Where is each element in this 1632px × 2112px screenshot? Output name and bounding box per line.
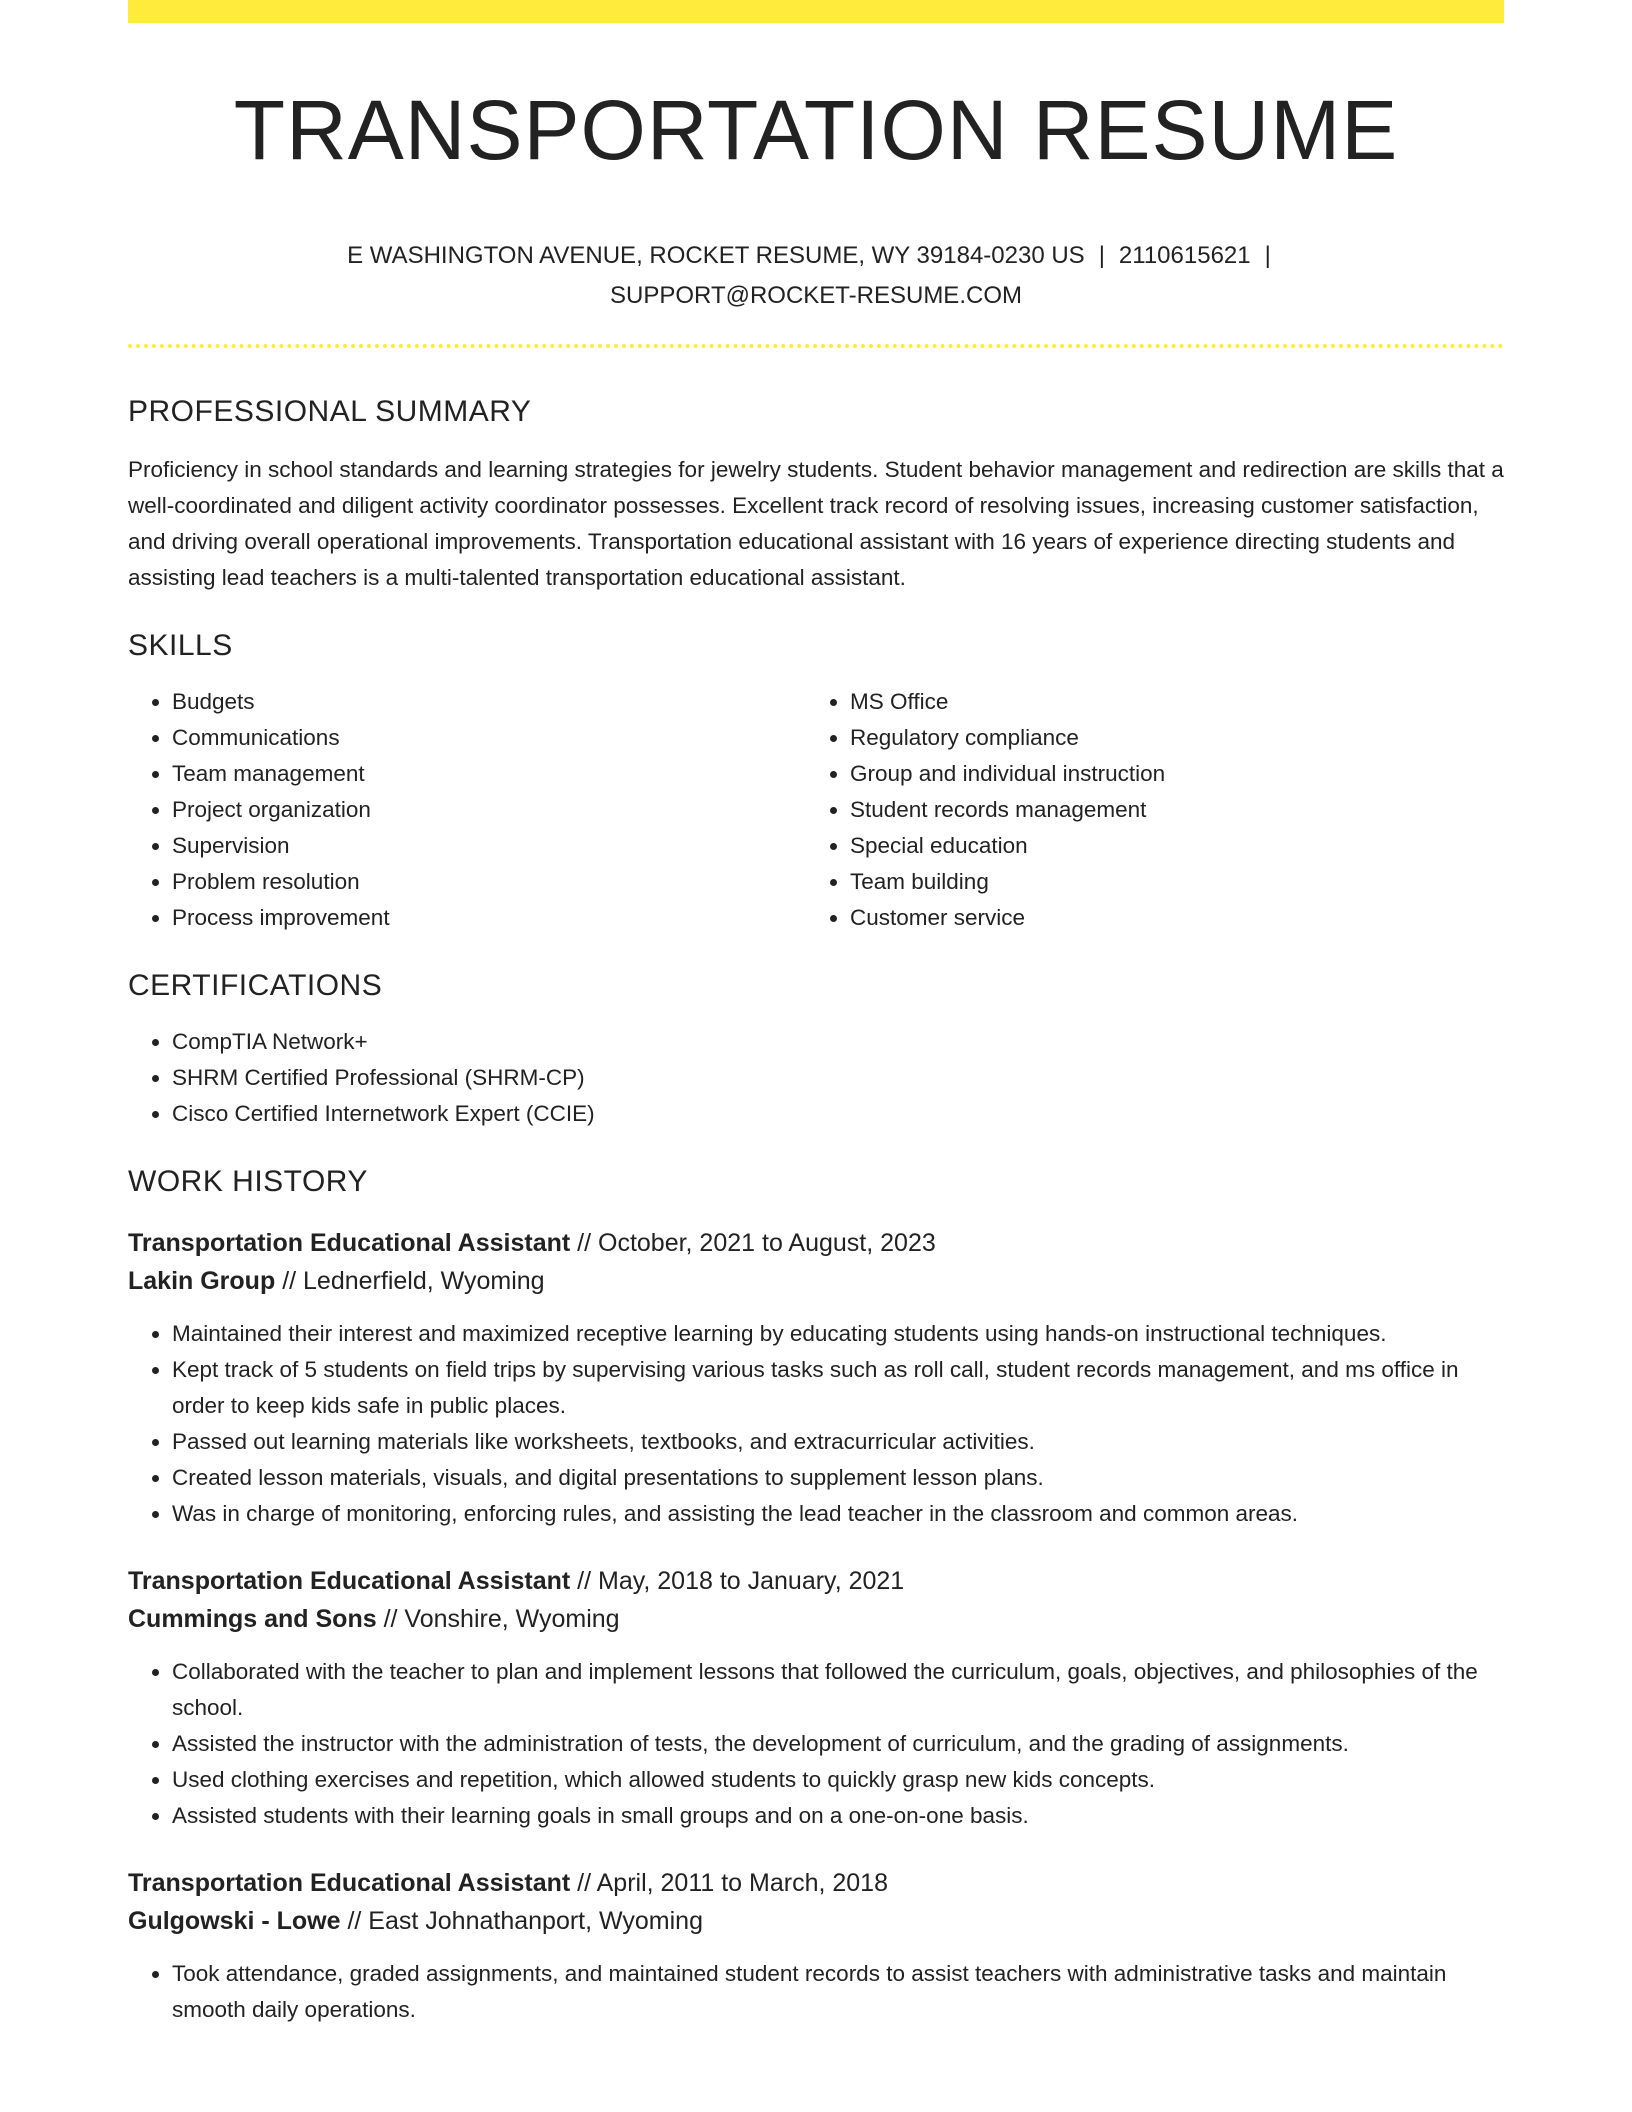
job-entry (128, 1224, 1504, 1532)
job-bullet: • Maintained their interest and maximized receptive learning by educating students using hands-on instructional techniques. (172, 1316, 1504, 1352)
summary-section (128, 392, 1504, 596)
contact-separator: | (1098, 242, 1105, 269)
job-bullet: • Kept track of 5 students on field trips by supervising various tasks such as roll call, student records management, and ms office in order to keep kids safe in public places. (172, 1352, 1504, 1424)
job-title-line (128, 1864, 1504, 1902)
summary-heading: PROFESSIONAL SUMMARY (128, 395, 532, 428)
job-title-line (128, 1224, 1504, 1262)
job-entry (128, 1864, 1504, 2028)
skills-columns (128, 666, 1504, 936)
skill-item: • Student records management (850, 792, 1484, 828)
resume-body (128, 392, 1504, 2028)
job-company-line (128, 1262, 1504, 1300)
job-title: Transportation Educational Assistant (128, 1229, 571, 1257)
skill-item: • Team building (850, 864, 1484, 900)
job-dates: // October, 2021 to August, 2023 (577, 1229, 936, 1257)
skill-item: • Special education (850, 828, 1484, 864)
job-title: Transportation Educational Assistant (128, 1869, 571, 1897)
job-location: // Lednerfield, Wyoming (282, 1267, 545, 1295)
job-dates: // May, 2018 to January, 2021 (577, 1567, 905, 1595)
job-bullet: • Assisted the instructor with the administration of tests, the development of curriculum, and the grading of assignments. (172, 1726, 1504, 1762)
address: E WASHINGTON AVENUE, ROCKET RESUME, WY 39184-0230 US (347, 242, 1085, 269)
job-company: Gulgowski - Lowe (128, 1907, 341, 1935)
dotted-divider (128, 344, 1504, 348)
skill-item: • Team management (172, 756, 806, 792)
job-location: // Vonshire, Wyoming (383, 1605, 620, 1633)
certification-item: • CompTIA Network+ (172, 1024, 1504, 1060)
certifications-section (128, 966, 1504, 1132)
certification-item: • SHRM Certified Professional (SHRM-CP) (172, 1060, 1504, 1096)
skill-item: • Problem resolution (172, 864, 806, 900)
job-company: Lakin Group (128, 1267, 276, 1295)
job-company-line (128, 1600, 1504, 1638)
skills-list-left (128, 684, 806, 936)
work-history-heading: WORK HISTORY (128, 1165, 368, 1198)
job-location: // East Johnathanport, Wyoming (347, 1907, 703, 1935)
skill-item: • Customer service (850, 900, 1484, 936)
job-bullet: • Created lesson materials, visuals, and digital presentations to supplement lesson plans. (172, 1460, 1504, 1496)
job-bullet: • Collaborated with the teacher to plan and implement lessons that followed the curriculum, goals, objectives, and philosophies of the school. (172, 1654, 1504, 1726)
resume-title: TRANSPORTATION RESUME (233, 83, 1399, 177)
phone: 2110615621 (1118, 242, 1251, 269)
skill-item: • Budgets (172, 684, 806, 720)
skill-item: • Regulatory compliance (850, 720, 1484, 756)
skills-heading: SKILLS (128, 629, 233, 662)
job-dates: // April, 2011 to March, 2018 (577, 1869, 888, 1897)
contact-info (128, 236, 1504, 316)
skill-item: • Group and individual instruction (850, 756, 1484, 792)
certifications-heading: CERTIFICATIONS (128, 969, 383, 1002)
job-company-line (128, 1902, 1504, 1940)
skills-section (128, 626, 1504, 936)
work-history-section (128, 1162, 1504, 2028)
job-bullet: • Took attendance, graded assignments, and maintained student records to assist teachers with administrative tasks and maintain smooth daily operations. (172, 1956, 1504, 2028)
job-bullet: • Used clothing exercises and repetition, which allowed students to quickly grasp new kids concepts. (172, 1762, 1504, 1798)
certifications-list (128, 1024, 1504, 1132)
job-bullet: • Passed out learning materials like worksheets, textbooks, and extracurricular activities. (172, 1424, 1504, 1460)
job-title-line (128, 1562, 1504, 1600)
job-bullets (128, 1956, 1504, 2028)
skills-list-right (806, 684, 1484, 936)
skill-item: • Process improvement (172, 900, 806, 936)
job-bullet: • Was in charge of monitoring, enforcing rules, and assisting the lead teacher in the classroom and common areas. (172, 1496, 1504, 1532)
contact-separator: | (1264, 242, 1271, 269)
skill-item: • Project organization (172, 792, 806, 828)
certification-item: • Cisco Certified Internetwork Expert (CCIE) (172, 1096, 1504, 1132)
job-bullets (128, 1316, 1504, 1532)
skill-item: • MS Office (850, 684, 1484, 720)
top-accent-bar (128, 0, 1504, 23)
job-bullet: • Assisted students with their learning goals in small groups and on a one-on-one basis. (172, 1798, 1504, 1834)
skill-item: • Supervision (172, 828, 806, 864)
job-title: Transportation Educational Assistant (128, 1567, 571, 1595)
job-entry (128, 1562, 1504, 1834)
email: SUPPORT@ROCKET-RESUME.COM (610, 282, 1022, 309)
job-bullets (128, 1654, 1504, 1834)
job-company: Cummings and Sons (128, 1605, 377, 1633)
summary-text: Proficiency in school standards and learning strategies for jewelry students. Student behavior management and redirection are skills that a well-coordinated and diligent activity coordinator possesses. Excellent track record of resolving issues, increasing customer satisfaction, and driving overall operational improvements. Transportation educational assistant with 16 years of experience directing students and assisting lead teachers is a multi-talented transportation educational assistant. (128, 457, 1504, 590)
skill-item: • Communications (172, 720, 806, 756)
